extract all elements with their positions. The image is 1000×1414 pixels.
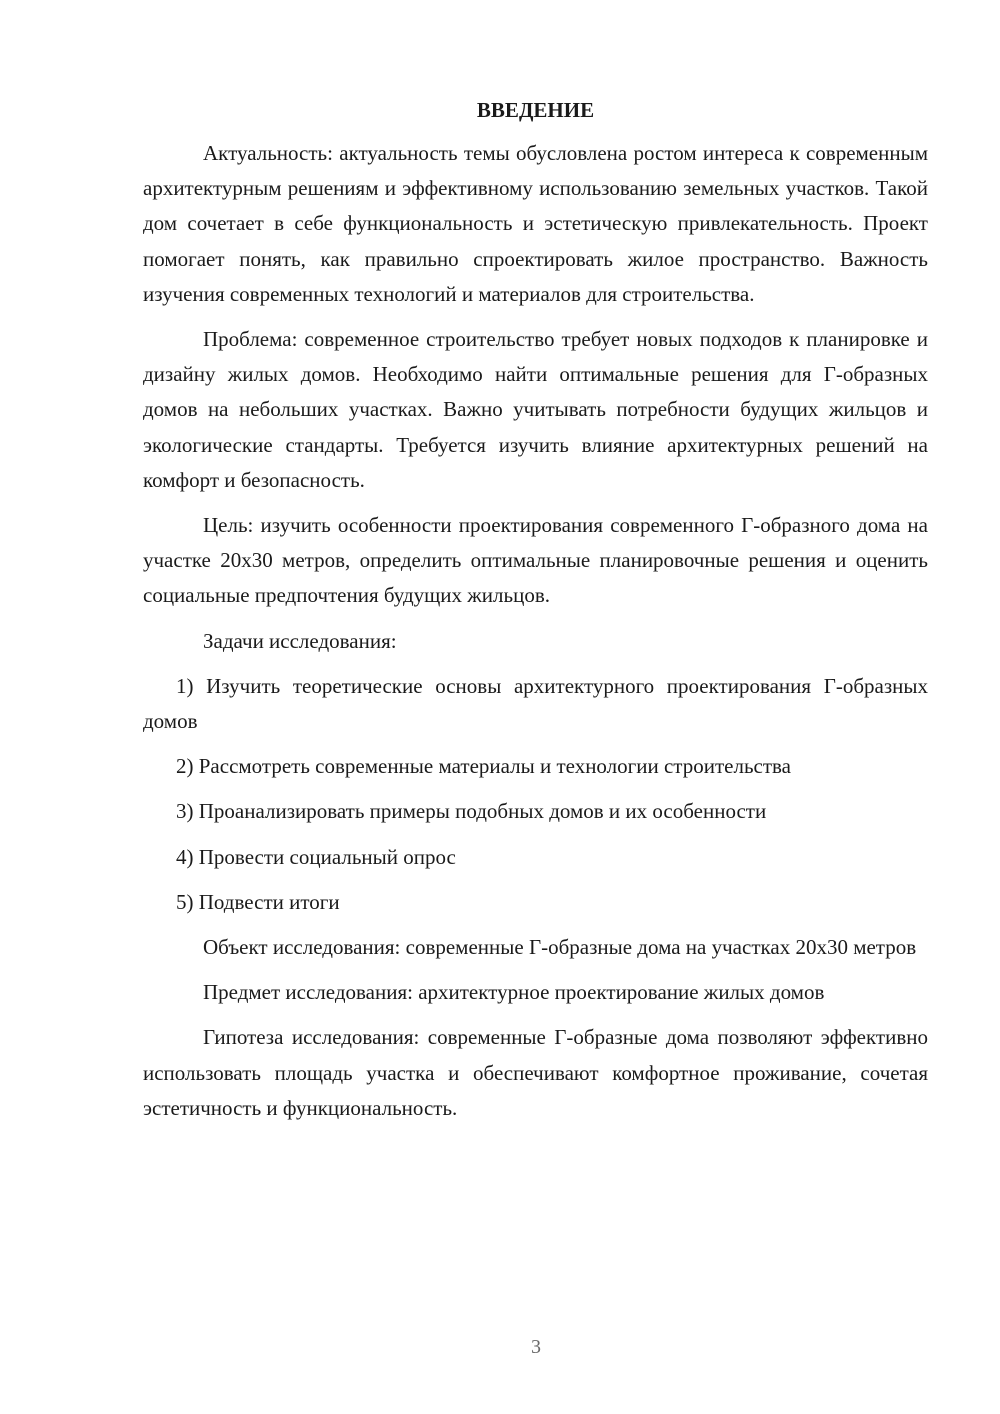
page-number: 3 — [531, 1336, 541, 1358]
list-item: 5) Подвести итоги — [176, 889, 340, 914]
goal-paragraph: Цель: изучить особенности проектирования современного Г-образного дома на участке 20х30 метров, определить оптимальные планировочные решения и оценить социальные предпочтения будущих жильцов. — [143, 513, 928, 608]
page-title: ВВЕДЕНИЕ — [476, 98, 595, 122]
list-item: 3) Проанализировать примеры подобных домов и их особенности — [176, 799, 767, 824]
subject-paragraph: Предмет исследования: архитектурное проектирование жилых домов — [203, 980, 825, 1005]
list-item: 2) Рассмотреть современные материалы и технологии строительства — [176, 754, 791, 779]
tasks-list — [143, 669, 928, 920]
hypothesis-paragraph: Гипотеза исследования: современные Г-образные дома позволяют эффективно использовать площадь участка и обеспечивают комфортное проживание, сочетая эстетичность и функциональность. — [143, 1025, 928, 1120]
relevance-paragraph: Актуальность: актуальность темы обусловлена ростом интереса к современным архитектурным решениям и эффективному использованию земельных участков. Такой дом сочетает в себе функциональность и эстетическую привлекательность. Проект помогает понять, как правильно спроектировать жилое пространство. Важность изучения современных технологий и материалов для строительства. — [143, 141, 928, 306]
list-item: 4) Провести социальный опрос — [176, 844, 456, 869]
list-item: 1) Изучить теоретические основы архитектурного проектирования Г-образных домов — [143, 673, 928, 734]
document-page — [143, 96, 928, 1136]
object-paragraph: Объект исследования: современные Г-образные дома на участках 20х30 метров — [203, 935, 917, 960]
problem-paragraph: Проблема: современное строительство требует новых подходов к планировке и дизайну жилых домов. Необходимо найти оптимальные решения для Г-образных домов на небольших участках. Важно учитывать потребности будущих жильцов и экологические стандарты. Требуется изучить влияние архитектурных решений на комфорт и безопасность. — [143, 327, 928, 492]
tasks-heading: Задачи исследования: — [203, 628, 397, 653]
